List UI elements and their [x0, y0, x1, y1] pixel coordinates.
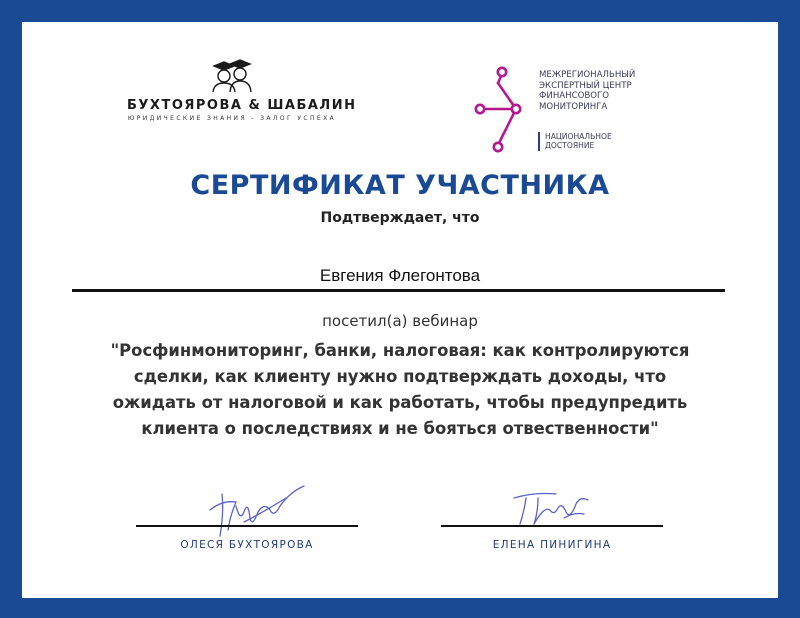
brand-tagline: ЮРИДИЧЕСКИЕ ЗНАНИЯ - ЗАЛОГ УСПЕХА [127, 115, 337, 122]
graduates-icon [210, 58, 254, 92]
center-name-line: ЭКСПЕРТНЫЙ ЦЕНТР [539, 80, 632, 91]
mec-fm-logo [472, 46, 672, 156]
certificate-sheet [22, 22, 778, 598]
bukhtoyarova-shabalin-logo [127, 58, 357, 148]
national-achievement-label [538, 132, 612, 151]
center-name-line: МОНИТОРИНГА [539, 101, 608, 112]
signature-left-line [136, 525, 358, 527]
recipient-name: Евгения Флегонтова [319, 266, 481, 285]
certificate-subtitle: Подтверждает, что [320, 210, 480, 226]
brand-name: БУХТОЯРОВА & ШАБАЛИН [127, 98, 357, 113]
signature-right-line [441, 525, 663, 527]
recipient-underline [72, 289, 725, 292]
signature-left-image [200, 482, 320, 540]
center-name [539, 70, 669, 112]
certificate-title: СЕРТИФИКАТ УЧАСТНИКА [190, 170, 610, 201]
center-name-line: МЕЖРЕГИОНАЛЬНЫЙ [539, 70, 636, 80]
attended-text: посетил(а) вебинар [322, 312, 478, 330]
center-name-line: ФИНАНСОВОГО [539, 91, 610, 101]
signature-left-name: ОЛЕСЯ БУХТОЯРОВА [180, 539, 314, 551]
signature-right-name: ЕЛЕНА ПИНИГИНА [492, 539, 612, 551]
achievement-line: ДОСТОЯНИЕ [545, 141, 595, 151]
network-icon [472, 46, 542, 156]
achievement-line: НАЦИОНАЛЬНОЕ [545, 132, 612, 141]
webinar-title: "Росфинмониторинг, банки, налоговая: как контролируются сделки, как клиенту нужно подтверждать доходы, что ожидать от налоговой и как работать, чтобы предупредить клиента о последствиях и не бояться отвественности" [110, 341, 690, 438]
